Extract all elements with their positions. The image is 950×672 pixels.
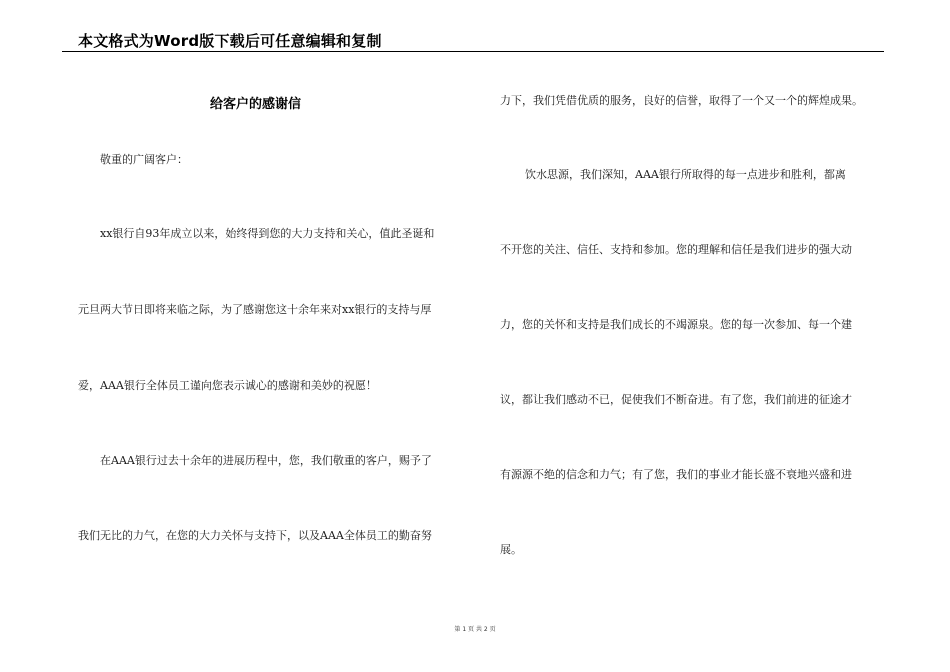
document-header-banner: 本文格式为Word版下载后可任意编辑和复制 — [78, 32, 382, 50]
letter-title: 给客户的感谢信 — [210, 97, 302, 112]
body-line: xx银行自93年成立以来，始终得到您的大力支持和关心，值此圣诞和 — [100, 227, 435, 240]
header-divider — [62, 51, 884, 52]
body-line: 在AAA银行过去十余年的进展历程中，您，我们敬重的客户，赐予了 — [100, 454, 432, 467]
body-line: 元旦两大节日即将来临之际，为了感谢您这十余年来对xx银行的支持与厚 — [78, 303, 432, 316]
body-line: 不开您的关注、信任、支持和参加。您的理解和信任是我们进步的强大动 — [500, 243, 852, 256]
body-line: 力，您的关怀和支持是我们成长的不竭源泉。您的每一次参加、每一个建 — [500, 318, 852, 331]
body-line: 议，都让我们感动不已，促使我们不断奋进。有了您，我们前进的征途才 — [500, 393, 852, 406]
body-line: 展。 — [500, 543, 522, 556]
body-line: 有源源不绝的信念和力气；有了您，我们的事业才能长盛不衰地兴盛和进 — [500, 468, 852, 481]
body-line: 饮水思源，我们深知，AAA银行所取得的每一点进步和胜利，都离 — [525, 168, 846, 181]
body-line: 我们无比的力气，在您的大力关怀与支持下，以及AAA全体员工的勤奋努 — [78, 529, 432, 542]
body-line: 力下，我们凭借优质的服务，良好的信誉，取得了一个又一个的辉煌成果。 — [500, 94, 863, 107]
page-number-footer: 第 1 页 共 2 页 — [454, 626, 496, 633]
body-line: 爱，AAA银行全体员工谨向您表示诚心的感谢和美妙的祝愿！ — [78, 379, 377, 392]
salutation-line: 敬重的广阔客户： — [100, 153, 188, 166]
